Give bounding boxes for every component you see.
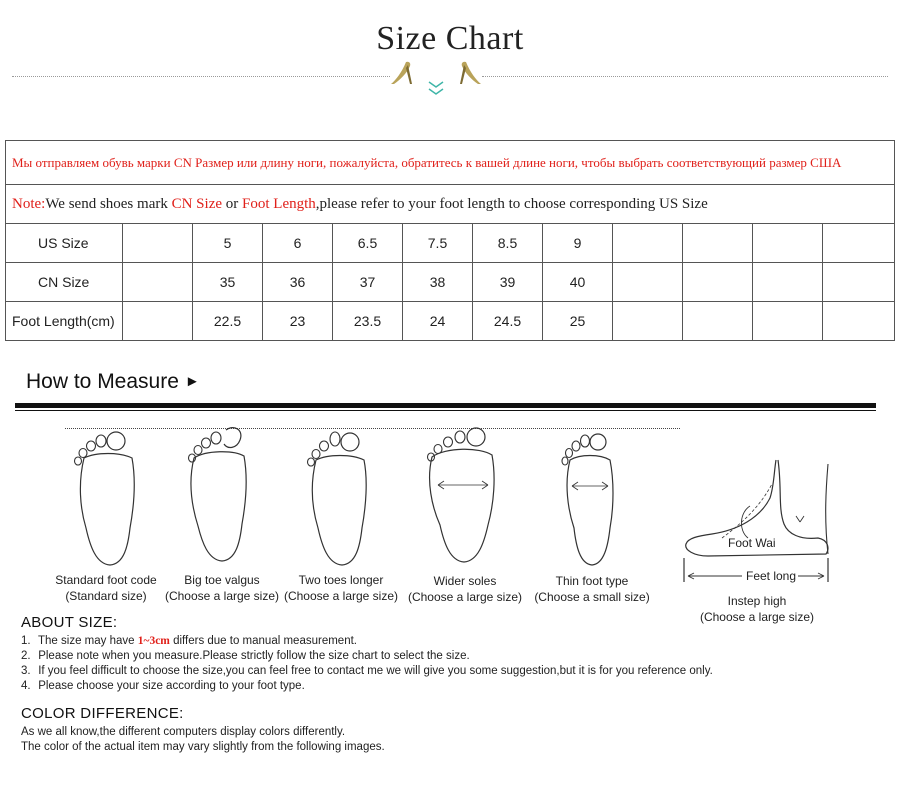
table-cell: 7.5: [403, 224, 473, 263]
list-item: [21, 634, 881, 649]
foot-label-wider: [395, 573, 535, 605]
foot-type-note: (Standard size): [65, 589, 147, 603]
table-cell: 24: [403, 302, 473, 341]
foot-type-name: Two toes longer: [298, 573, 384, 587]
row-label-foot-length: Foot Length(cm): [6, 302, 123, 341]
table-cell: [823, 263, 895, 302]
table-row: [6, 263, 895, 302]
list-item: [21, 679, 881, 694]
russian-note: Мы отправляем обувь марки CN Размер или длину ноги, пожалуйста, обратитесь к вашей длине ноги, чтобы выбрать соответствующий размер США: [6, 141, 895, 185]
foot-label-instep: [687, 593, 827, 625]
table-cell: [123, 224, 193, 263]
list-text: Please choose your size according to your foot type.: [38, 680, 305, 692]
note-text-2: ,please refer to your foot length to choose corresponding US Size: [315, 195, 708, 212]
foot-type-name: Big toe valgus: [184, 573, 260, 587]
foot-type-note: (Choose a large size): [407, 590, 523, 604]
wider-soles-foot-icon: [424, 425, 504, 565]
table-cell: [683, 224, 753, 263]
table-cell: 22.5: [193, 302, 263, 341]
table-cell: 24.5: [473, 302, 543, 341]
section-divider: [15, 403, 876, 408]
how-to-measure-heading: [26, 370, 200, 394]
table-cell: 6.5: [333, 224, 403, 263]
foot-type-name: Instep high: [727, 594, 787, 608]
table-cell: 5: [193, 224, 263, 263]
list-number: 2.: [21, 650, 31, 662]
list-text: The size may have: [38, 635, 138, 647]
table-cell: 38: [403, 263, 473, 302]
big-toe-valgus-foot-icon: [182, 422, 262, 562]
how-to-measure-title: How to Measure: [26, 370, 179, 393]
table-cell: 36: [263, 263, 333, 302]
list-number: 4.: [21, 680, 31, 692]
list-number: 1.: [21, 635, 31, 647]
table-cell: 23: [263, 302, 333, 341]
highlight-range: 1~3cm: [137, 635, 170, 647]
list-item: [21, 664, 881, 679]
table-row: [6, 224, 895, 263]
table-cell: 9: [543, 224, 613, 263]
table-cell: [613, 302, 683, 341]
note-cn-size: CN Size: [171, 195, 223, 212]
table-cell: [683, 302, 753, 341]
table-row: [6, 302, 895, 341]
about-size-heading: ABOUT SIZE:: [21, 614, 118, 631]
foot-type-name: Wider soles: [433, 574, 497, 588]
note-text-1: We send shoes mark: [45, 195, 172, 212]
table-cell: 35: [193, 263, 263, 302]
page-title: Size Chart: [376, 20, 524, 57]
high-heel-icon: [458, 58, 484, 88]
foot-type-note: (Choose a large size): [283, 589, 399, 603]
note-or: or: [222, 195, 243, 212]
high-heel-icon: [388, 58, 414, 88]
instep-side-foot-icon: [678, 458, 838, 583]
color-line-1: As we all know,the different computers display colors differently.: [21, 726, 346, 738]
note-foot-length: Foot Length: [242, 195, 316, 212]
foot-type-note: (Choose a large size): [164, 589, 280, 603]
table-cell: 8.5: [473, 224, 543, 263]
foot-type-note: (Choose a small size): [534, 590, 650, 604]
foot-type-name: Thin foot type: [555, 574, 629, 588]
table-cell: 37: [333, 263, 403, 302]
about-size-list: [21, 634, 881, 694]
table-cell: 39: [473, 263, 543, 302]
list-item: [21, 649, 881, 664]
title-divider-left: [12, 76, 390, 77]
english-note: [6, 185, 895, 224]
table-cell: [683, 263, 753, 302]
table-cell: [823, 224, 895, 263]
table-cell: [613, 224, 683, 263]
color-line-2: The color of the actual item may vary slightly from the following images.: [21, 741, 385, 753]
foot-type-name: Standard foot code: [55, 573, 157, 587]
chevron-down-icon: [427, 78, 445, 98]
feet-long-label: Feet long: [746, 569, 797, 583]
play-arrow-icon: ►: [184, 373, 200, 390]
thin-foot-icon: [552, 428, 632, 568]
table-cell: 40: [543, 263, 613, 302]
list-text: Please note when you measure.Please strictly follow the size chart to select the size.: [38, 650, 470, 662]
section-divider-thin: [15, 410, 876, 411]
row-label-cn-size: CN Size: [6, 263, 123, 302]
standard-foot-icon: [70, 428, 150, 568]
size-table: [5, 140, 895, 341]
table-cell: 23.5: [333, 302, 403, 341]
row-label-us-size: US Size: [6, 224, 123, 263]
table-cell: [823, 302, 895, 341]
foot-label-thin: [522, 573, 662, 605]
table-cell: 25: [543, 302, 613, 341]
list-number: 3.: [21, 665, 31, 677]
table-cell: [753, 302, 823, 341]
two-toes-longer-foot-icon: [302, 428, 382, 568]
foot-wai-label: Foot Wai: [728, 536, 776, 550]
foot-type-note: (Choose a large size): [699, 610, 815, 624]
table-cell: 6: [263, 224, 333, 263]
table-cell: [123, 302, 193, 341]
note-label: Note:: [12, 195, 46, 212]
title-divider-right: [482, 76, 888, 77]
table-cell: [753, 224, 823, 263]
color-difference-heading: COLOR DIFFERENCE:: [21, 705, 184, 722]
foot-label-two-toes: [271, 572, 411, 604]
table-cell: [123, 263, 193, 302]
list-text: If you feel difficult to choose the size,you can feel free to contact me we will give you some suggestion,but it is for you reference only.: [38, 665, 713, 677]
table-cell: [753, 263, 823, 302]
table-cell: [613, 263, 683, 302]
list-text: differs due to manual measurement.: [169, 635, 357, 647]
